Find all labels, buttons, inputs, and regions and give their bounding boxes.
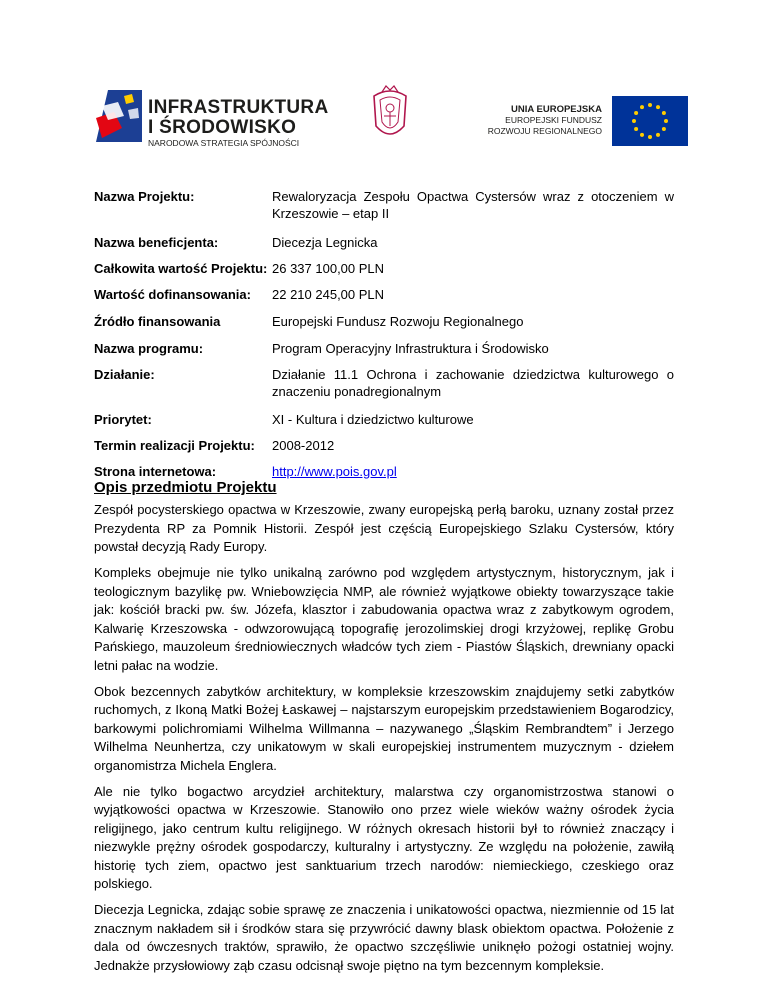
info-label: Działanie: — [94, 367, 155, 382]
info-value: Rewaloryzacja Zespołu Opactwa Cystersów wraz z otoczeniem w Krzeszowie – etap II — [272, 189, 674, 221]
info-value: XI - Kultura i dziedzictwo kulturowe — [272, 412, 474, 427]
info-row-program — [94, 340, 674, 366]
info-label: Wartość dofinansowania: — [94, 287, 251, 302]
info-label: Strona internetowa: — [94, 464, 217, 479]
info-row-total-value — [94, 260, 674, 286]
description-paragraph: Obok bezcennych zabytków architektury, w kompleksie krzeszowskim znajdujemy setki zabytków ruchomych, z Ikoną Matki Bożej Łaskawej – najstarszym europejskim przedstawieniem Bogarodzicy, barkowymi polichromiami Wilhelma Willmanna – nazywanego „Śląskim Rembrandtem” i Jerzego Wilhelma Neunhertza, czy unikatowym w skali europejskiej instrumentem muzycznym - dziełem organomistrza Michela Englera. — [94, 683, 674, 773]
ifs-logo-icon — [94, 88, 144, 144]
info-value: Działanie 11.1 Ochrona i zachowanie dziedzictwa kulturowego o znaczeniu ponadregionalnym — [272, 367, 674, 399]
info-value: 2008-2012 — [272, 438, 335, 453]
ifs-logo — [94, 86, 329, 148]
ifs-logo-line3: NARODOWA STRATEGIA SPÓJNOŚCI — [148, 138, 300, 148]
info-row-priority — [94, 411, 674, 437]
website-link[interactable]: http://www.pois.gov.pl — [272, 464, 397, 479]
ifs-logo-line2: I ŚRODOWISKO — [148, 117, 297, 138]
info-label: Nazwa beneficjenta: — [94, 235, 219, 250]
info-row-funding-source — [94, 313, 674, 340]
info-value: Diecezja Legnicka — [272, 235, 378, 250]
info-value: Program Operacyjny Infrastruktura i Środowisko — [272, 341, 549, 356]
info-label: Całkowita wartość Projektu: — [94, 261, 268, 276]
eu-logo-line2: EUROPEJSKI FUNDUSZ — [505, 115, 602, 125]
info-row-project-name — [94, 188, 674, 234]
info-label: Nazwa programu: — [94, 341, 204, 356]
info-row-cofinancing — [94, 286, 674, 313]
info-value: 26 337 100,00 PLN — [272, 261, 385, 276]
description-paragraph: Zespół pocysterskiego opactwa w Krzeszowie, zwany europejską perłą baroku, uznany został przez Prezydenta RP za Pomnik Historii. Zespół jest częścią Europejskiego Szlaku Cystersów, który powstał decyzją Rady Europy. — [94, 502, 674, 554]
info-label: Termin realizacji Projektu: — [94, 438, 255, 453]
section-title: Opis przedmiotu Projektu — [94, 479, 277, 496]
ifs-logo-line1: INFRASTRUKTURA — [148, 97, 329, 118]
project-info-table — [94, 188, 674, 485]
eu-logo-text — [488, 104, 602, 137]
info-label: Źródło finansowania — [94, 314, 221, 329]
info-value: Europejski Fundusz Rozwoju Regionalnego — [272, 314, 524, 329]
diocese-crest-icon — [368, 82, 412, 146]
info-value: 22 210 245,00 PLN — [272, 287, 385, 302]
eu-logo-line3: ROZWOJU REGIONALNEGO — [487, 126, 602, 136]
eu-logo-line1: UNIA EUROPEJSKA — [511, 104, 602, 115]
header-logos — [94, 82, 688, 148]
description-paragraph: Kompleks obejmuje nie tylko unikalną zarówno pod względem artystycznym, historycznym, jak i teologicznym bazylikę pw. Wniebowzięcia NMP, ale również wyjątkowe obiekty towarzyszące takie jak: kościół bracki pw. św. Józefa, klasztor i zabudowania opactwa wraz z zabytkowym ogrodem, Kalwarię Krzeszowska - odwzorowującą topografię jerozolimskiej drogi krzyżowej, replikę Grobu Pańskiego, mauzoleum średniowiecznych władców tych ziem - Piastów Śląskich, drewniany opacki letni pałac na wodzie. — [94, 565, 674, 673]
info-row-timeline — [94, 437, 674, 463]
info-row-action — [94, 366, 674, 411]
project-description — [94, 501, 674, 983]
description-paragraph: Diecezja Legnicka, zdając sobie sprawę ze znaczenia i unikatowości opactwa, niezmiennie od 15 lat znacznym nakładem sił i środków stara się przywrócić dawny blask obiektom opactwa. Położenie z dala od ówczesnych traktów, sprawiło, że opactwo szczęśliwie uniknęło pożogi ostatniej wojny. Jednakże przysłowiowy ząb czasu odcisnął swoje piętno na tym bezcennym kompleksie. — [94, 902, 674, 973]
info-row-beneficiary — [94, 234, 674, 260]
info-label: Nazwa Projektu: — [94, 189, 195, 204]
info-label: Priorytet: — [94, 412, 152, 427]
description-paragraph: Ale nie tylko bogactwo arcydzieł architektury, malarstwa czy organomistrzostwa stanowi o wyjątkowości opactwa w Krzeszowie. Stanowiło ono przez wiele wieków ważny ośrodek życia religijnego, jako centrum kultu religijnego. W różnych okresach historii był to również znaczący i niezwykle prężny ośrodek gospodarczy, kulturalny i artystyczny. Ze względu na położenie, zawiłą historię tych ziem, opactwo jest sanktuarium trzech narodów: niemieckiego, czeskiego oraz polskiego. — [94, 783, 674, 891]
eu-flag-icon — [612, 96, 688, 146]
